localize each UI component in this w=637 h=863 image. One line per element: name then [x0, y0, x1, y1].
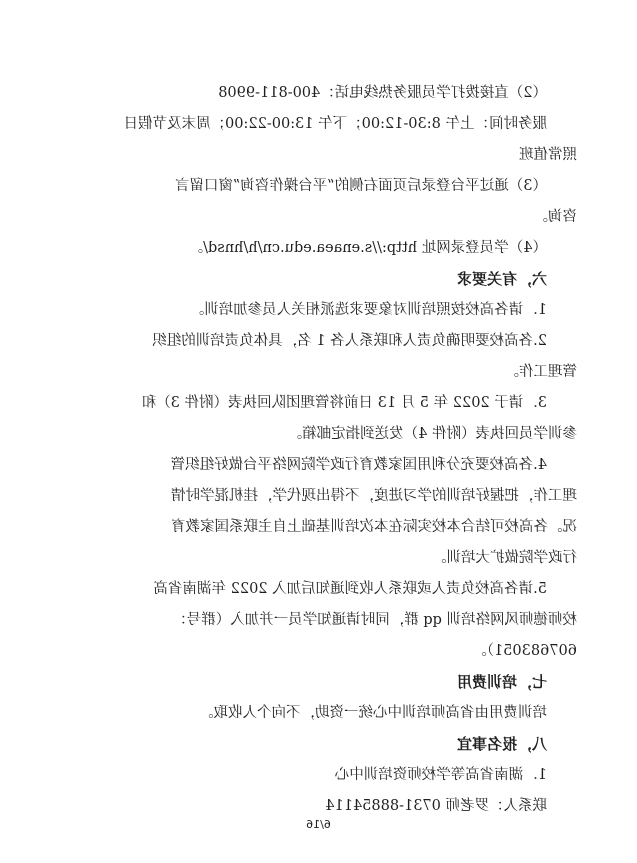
text-line: 607683051）。 [472, 643, 577, 659]
text-line: 4.各高校要充分利用国家教育行政学院网络平台做好组织管 [170, 457, 547, 473]
text-line: 1．湖南省高等学校师资培训中心 [334, 767, 547, 783]
text-line: （4）学员登录网址 http://s.enaea.edu.cn/h/hnsd/。 [188, 240, 547, 256]
text-line: 1．请各高校按照培训对象要求选派相关人员参加培训。 [189, 302, 547, 318]
text-line: 服务时间：上午 8:30-12:00；下午 13:00-22:00；周末及节假日 [123, 116, 547, 132]
text-line: 参训学员回执表（附件 4）发送到指定邮箱。 [287, 426, 577, 442]
text-line: 2.各高校要明确负责人和联系人各 1 名，具体负责培训的组织 [152, 333, 547, 349]
text-line: 照常值班 [519, 147, 577, 163]
text-line: 咨询。 [533, 209, 577, 225]
text-line: 培训费用由省高师培训中心统一资助，不向个人收取。 [199, 705, 547, 721]
text-line: 理工作，把握好培训的学习进度，不得出现代学，挂机混学时情 [171, 488, 577, 504]
text-line: 联系人：罗老师 0731-88854114 [325, 798, 547, 814]
text-line: （2）直接拨打学员服务热线电话：400-811-9908 [218, 85, 547, 101]
section-heading: 八，报名事宜 [456, 735, 547, 753]
text-line: 行政学院做扩大培训。 [432, 550, 577, 566]
page-number: 6/16 [306, 818, 331, 831]
text-line: （3）通过平台登录后页面右侧的“平台操作咨询”窗口留言 [174, 178, 547, 194]
text-line: 5.请各高校负责人或联系人收到通知后加入 2022 年湖南省高 [153, 581, 547, 597]
section-heading: 六，有关要求 [456, 270, 547, 288]
text-line: 校师德师风网络培训 qq 群，同时请通知学员一并加入（群号： [172, 612, 577, 628]
document-body [57, 78, 577, 822]
text-line: 3．请于 2022 年 5 月 13 日前将管理团队回执表（附件 3）和 [141, 395, 547, 411]
text-line: 管理工作。 [504, 364, 577, 380]
text-line: 况。各高校可结合本校实际在本次培训基础上自主联系国家教育 [171, 519, 577, 535]
section-heading: 七，培训费用 [456, 673, 547, 691]
